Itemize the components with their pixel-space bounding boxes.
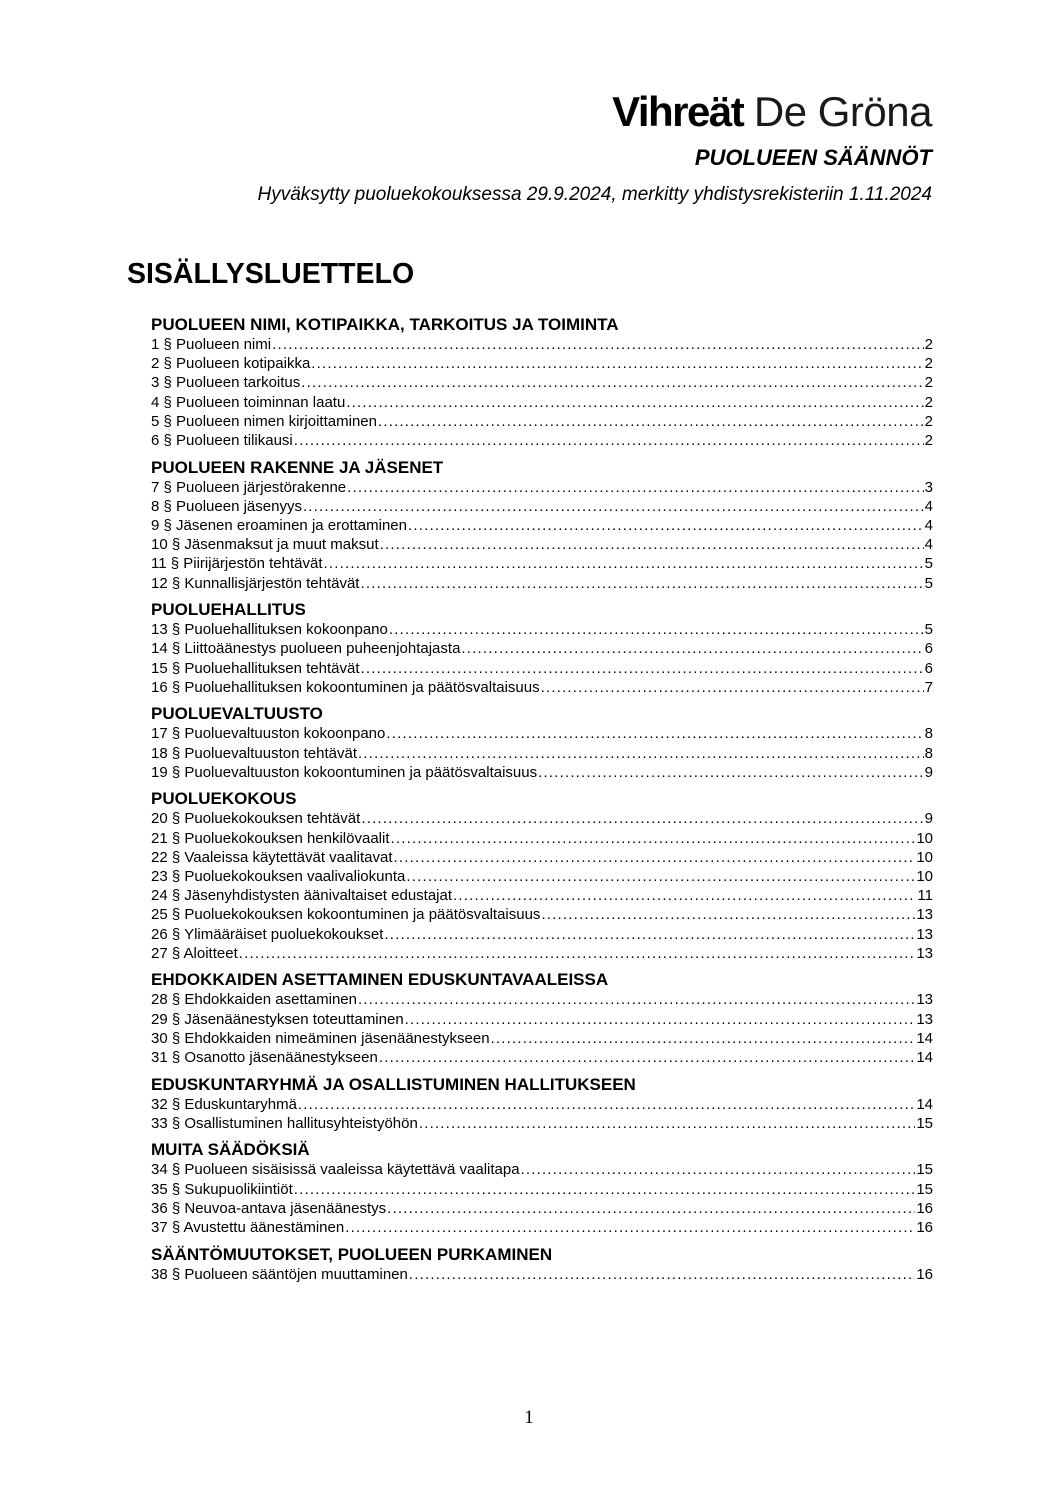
toc-section — [151, 457, 933, 593]
dot-leader — [541, 678, 924, 697]
toc-entry-label: 10 § Jäsenmaksut ja muut maksut — [151, 536, 379, 554]
toc-entry[interactable] — [151, 373, 933, 392]
toc-entry-label: 26 § Ylimääräiset puoluekokoukset — [151, 925, 384, 943]
dot-leader — [360, 659, 923, 678]
toc-entry-label: 24 § Jäsenyhdistysten äänivaltaiset edustajat — [151, 887, 453, 905]
toc-entry-page: 4 — [924, 517, 933, 535]
toc-entry[interactable] — [151, 905, 933, 924]
toc-entry-label: 6 § Puolueen tilikausi — [151, 432, 293, 450]
toc-entry[interactable] — [151, 478, 933, 497]
toc-entry-page: 16 — [916, 1265, 933, 1283]
toc-entry-label: 4 § Puolueen toiminnan laatu — [151, 393, 346, 411]
toc-entry-page: 2 — [924, 355, 933, 373]
toc-entry-label: 1 § Puolueen nimi — [151, 336, 272, 353]
toc-entry-label: 5 § Puolueen nimen kirjoittaminen — [151, 412, 377, 430]
toc-entry-page: 8 — [924, 744, 933, 762]
toc-section-title[interactable]: PUOLUEHALLITUS — [151, 600, 306, 620]
toc-entry-page: 13 — [916, 1010, 933, 1028]
toc-entry-label: 35 § Sukupuolikiintiöt — [151, 1180, 293, 1198]
dot-leader — [386, 724, 923, 743]
dot-leader — [405, 1010, 916, 1029]
toc-entry-page: 4 — [924, 497, 933, 515]
toc-entry[interactable] — [151, 944, 933, 963]
toc-entry-page: 10 — [916, 848, 933, 866]
toc-entry[interactable] — [151, 1180, 933, 1199]
dot-leader — [408, 516, 924, 535]
toc-entry[interactable] — [151, 431, 933, 450]
toc-entry-page: 10 — [916, 868, 933, 886]
toc-section — [151, 788, 933, 963]
toc-entry[interactable] — [151, 1114, 933, 1133]
toc-section-title[interactable]: PUOLUEEN NIMI, KOTIPAIKKA, TARKOITUS JA TOIMINTA — [151, 315, 619, 334]
dot-leader — [303, 497, 924, 516]
toc-entry[interactable] — [151, 1095, 933, 1114]
toc-entry-label: 20 § Puoluekokouksen tehtävät — [151, 810, 361, 828]
toc-entry[interactable] — [151, 574, 933, 593]
toc-entry-page: 2 — [924, 432, 933, 450]
document-subtitle: Hyväksytty puoluekokouksessa 29.9.2024, merkitty yhdistysrekisteriin 1.11.2024 — [257, 184, 932, 205]
toc-entry[interactable] — [151, 1265, 933, 1284]
toc-entry[interactable] — [151, 497, 933, 516]
dot-leader — [323, 554, 923, 573]
toc-entry[interactable] — [151, 554, 933, 573]
dot-leader — [419, 1114, 915, 1133]
toc-entry-page: 5 — [924, 555, 933, 573]
toc-entry[interactable] — [151, 412, 933, 431]
toc-entry-page: 14 — [916, 1095, 933, 1113]
toc-entry-page: 6 — [924, 640, 933, 658]
toc-section — [151, 1074, 933, 1133]
toc-entry-label: 28 § Ehdokkaiden asettaminen — [151, 991, 357, 1009]
toc-entry-label: 14 § Liittoäänestys puolueen puheenjohtajasta — [151, 640, 461, 658]
logo-text-swedish: De Gröna — [753, 88, 932, 135]
toc-entry-label: 3 § Puolueen tarkoitus — [151, 374, 301, 392]
dot-leader — [491, 1029, 916, 1048]
toc-entry[interactable] — [151, 1029, 933, 1048]
logo-text-finnish: Vihreät — [612, 88, 744, 135]
toc-section-title[interactable]: PUOLUEEN RAKENNE JA JÄSENET — [151, 457, 444, 477]
toc-entry[interactable] — [151, 1010, 933, 1029]
page-number: 1 — [524, 1407, 534, 1428]
dot-leader — [294, 1180, 916, 1199]
toc-entry[interactable] — [151, 925, 933, 944]
dot-leader — [391, 829, 916, 848]
toc-entry-page: 13 — [916, 906, 933, 924]
toc-entry-page: 13 — [916, 925, 933, 943]
dot-leader — [358, 990, 915, 1009]
toc-section — [151, 969, 933, 1067]
toc-entry-page: 2 — [924, 336, 933, 353]
toc-heading: SISÄLLYSLUETTELO — [127, 258, 415, 290]
toc-entry[interactable] — [151, 886, 933, 905]
toc-entry[interactable] — [151, 867, 933, 886]
toc-entry-page: 3 — [924, 478, 933, 496]
dot-leader — [384, 925, 915, 944]
toc-entry-label: 25 § Puoluekokouksen kokoontuminen ja päätösvaltaisuus — [151, 906, 541, 924]
dot-leader — [272, 335, 924, 354]
toc-entry-page: 6 — [924, 659, 933, 677]
toc-section — [151, 599, 933, 697]
toc-entry[interactable] — [151, 659, 933, 678]
toc-entry-label: 2 § Puolueen kotipaikka — [151, 355, 311, 373]
toc-entry-label: 37 § Avustettu äänestäminen — [151, 1219, 345, 1237]
toc-entry-page: 14 — [916, 1049, 933, 1067]
toc-entry-page: 9 — [924, 763, 933, 781]
toc-entry[interactable] — [151, 620, 933, 639]
toc-section-title[interactable]: SÄÄNTÖMUUTOKSET, PUOLUEEN PURKAMINEN — [151, 1244, 553, 1264]
toc-section — [151, 314, 933, 450]
toc-entry-page: 9 — [924, 810, 933, 828]
toc-entry-label: 38 § Puolueen sääntöjen muuttaminen — [151, 1265, 408, 1283]
dot-leader — [461, 639, 923, 658]
dot-leader — [345, 1218, 915, 1237]
toc-entry-page: 13 — [916, 991, 933, 1009]
toc-entry-page: 11 — [917, 887, 933, 905]
toc-section — [151, 1244, 933, 1284]
dot-leader — [378, 412, 924, 431]
toc-entry-label: 11 § Piirijärjestön tehtävät — [151, 555, 323, 573]
dot-leader — [541, 905, 915, 924]
dot-leader — [389, 620, 924, 639]
toc-entry[interactable] — [151, 535, 933, 554]
toc-entry[interactable] — [151, 516, 933, 535]
toc-entry[interactable] — [151, 354, 933, 373]
toc-section-title[interactable]: MUITA SÄÄDÖKSIÄ — [151, 1140, 310, 1160]
toc-entry-page: 2 — [924, 412, 933, 430]
dot-leader — [406, 867, 915, 886]
toc-entry[interactable] — [151, 1218, 933, 1237]
toc-entry-label: 12 § Kunnallisjärjestön tehtävät — [151, 574, 360, 592]
toc-entry-label: 7 § Puolueen järjestörakenne — [151, 478, 347, 496]
toc-section-title[interactable]: PUOLUEVALTUUSTO — [151, 704, 323, 724]
dot-leader — [453, 886, 916, 905]
toc-entry-page: 15 — [916, 1161, 933, 1179]
toc-entry[interactable] — [151, 1160, 933, 1179]
toc-entry[interactable] — [151, 848, 933, 867]
dot-leader — [298, 1095, 915, 1114]
toc-section-title[interactable]: EDUSKUNTARYHMÄ JA OSALLISTUMINEN HALLITUKSEEN — [151, 1074, 636, 1094]
toc-entry[interactable] — [151, 678, 933, 697]
table-of-contents — [151, 314, 933, 1290]
dot-leader — [409, 1265, 915, 1284]
dot-leader — [347, 478, 924, 497]
toc-entry[interactable] — [151, 809, 933, 828]
toc-entry[interactable] — [151, 829, 933, 848]
toc-entry-page: 7 — [924, 678, 933, 696]
dot-leader — [358, 744, 924, 763]
toc-entry-page: 16 — [916, 1219, 933, 1237]
toc-entry-label: 18 § Puoluevaltuuston tehtävät — [151, 744, 357, 762]
toc-entry-label: 9 § Jäsenen eroaminen ja erottaminen — [151, 517, 407, 535]
dot-leader — [521, 1160, 916, 1179]
dot-leader — [346, 393, 923, 412]
toc-section-title[interactable]: EHDOKKAIDEN ASETTAMINEN EDUSKUNTAVAALEISSA — [151, 970, 609, 990]
toc-entry-label: 36 § Neuvoa-antava jäsenäänestys — [151, 1199, 387, 1217]
toc-entry[interactable] — [151, 393, 933, 412]
toc-entry-label: 15 § Puoluehallituksen tehtävät — [151, 659, 360, 677]
toc-entry-page: 5 — [924, 621, 933, 639]
toc-entry-label: 30 § Ehdokkaiden nimeäminen jäsenäänestykseen — [151, 1029, 490, 1047]
toc-entry[interactable] — [151, 990, 933, 1009]
toc-entry-page: 15 — [916, 1114, 933, 1132]
toc-entry[interactable] — [151, 639, 933, 658]
dot-leader — [538, 763, 924, 782]
toc-entry-label: 27 § Aloitteet — [151, 944, 238, 962]
toc-entry-page: 15 — [916, 1180, 933, 1198]
toc-entry-label: 31 § Osanotto jäsenäänestykseen — [151, 1049, 378, 1067]
dot-leader — [394, 848, 916, 867]
document-title: PUOLUEEN SÄÄNNÖT — [694, 145, 932, 170]
toc-entry-label: 34 § Puolueen sisäisissä vaaleissa käytettävä vaalitapa — [151, 1161, 520, 1179]
toc-entry[interactable] — [151, 335, 933, 354]
toc-entry[interactable] — [151, 1199, 933, 1218]
toc-entry-label: 19 § Puoluevaltuuston kokoontuminen ja päätösvaltaisuus — [151, 763, 538, 781]
dot-leader — [379, 1048, 915, 1067]
toc-entry-label: 17 § Puoluevaltuuston kokoonpano — [151, 725, 386, 743]
dot-leader — [239, 944, 916, 963]
toc-entry-label: 13 § Puoluehallituksen kokoonpano — [151, 621, 388, 639]
dot-leader — [360, 574, 923, 593]
toc-entry-label: 8 § Puolueen jäsenyys — [151, 497, 302, 515]
toc-entry[interactable] — [151, 744, 933, 763]
dot-leader — [311, 354, 923, 373]
toc-entry-page: 16 — [916, 1199, 933, 1217]
toc-entry-page: 13 — [916, 944, 933, 962]
dot-leader — [361, 809, 923, 828]
dot-leader — [301, 373, 923, 392]
toc-section — [151, 1139, 933, 1237]
toc-entry-label: 21 § Puoluekokouksen henkilövaalit — [151, 829, 390, 847]
toc-entry-page: 5 — [924, 574, 933, 592]
dot-leader — [387, 1199, 915, 1218]
dot-leader — [294, 431, 924, 450]
toc-entry-page: 4 — [924, 536, 933, 554]
toc-section-title[interactable]: PUOLUEKOKOUS — [151, 789, 297, 809]
toc-entry-page: 8 — [924, 725, 933, 743]
toc-section — [151, 703, 933, 782]
toc-entry[interactable] — [151, 724, 933, 743]
toc-entry[interactable] — [151, 1048, 933, 1067]
toc-entry-label: 23 § Puoluekokouksen vaalivaliokunta — [151, 868, 406, 886]
toc-entry-label: 33 § Osallistuminen hallitusyhteistyöhön — [151, 1114, 418, 1132]
toc-entry[interactable] — [151, 763, 933, 782]
toc-entry-label: 16 § Puoluehallituksen kokoontuminen ja päätösvaltaisuus — [151, 678, 540, 696]
toc-entry-label: 22 § Vaaleissa käytettävät vaalitavat — [151, 848, 393, 866]
toc-entry-label: 32 § Eduskuntaryhmä — [151, 1095, 297, 1113]
party-logo — [612, 88, 932, 136]
toc-entry-page: 14 — [916, 1029, 933, 1047]
toc-entry-page: 10 — [916, 829, 933, 847]
toc-entry-page: 2 — [924, 374, 933, 392]
dot-leader — [380, 535, 924, 554]
toc-entry-label: 29 § Jäsenäänestyksen toteuttaminen — [151, 1010, 404, 1028]
toc-entry-page: 2 — [924, 393, 933, 411]
